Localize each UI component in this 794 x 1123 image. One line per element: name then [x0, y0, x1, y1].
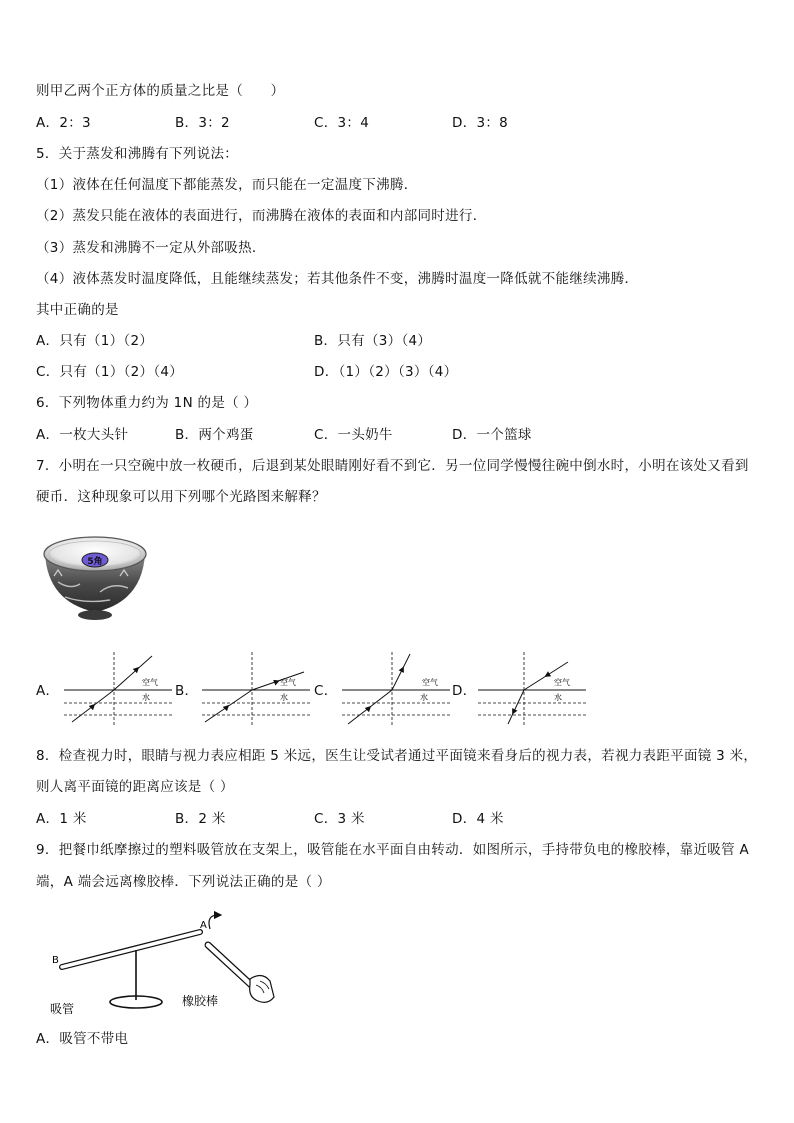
q7-option-b-letter: B．	[175, 683, 199, 699]
label-end-a: A	[200, 920, 207, 931]
q5-option-a: A．只有（1）（2）	[36, 333, 154, 349]
q6-option-a: A．一枚大头针	[36, 427, 129, 443]
q8-option-d: D．4 米	[452, 811, 504, 827]
q5-prompt: 其中正确的是	[36, 302, 119, 318]
q4-option-d: D．3：8	[452, 115, 509, 131]
q5-option-b: B．只有（3）（4）	[314, 333, 432, 349]
q4-option-b: B．3：2	[175, 115, 230, 131]
q4-option-a: A．2：3	[36, 115, 91, 131]
q7-option-a-letter: A．	[36, 683, 60, 699]
q7-option-d-letter: D．	[452, 683, 477, 699]
coin-label: 5角	[87, 557, 103, 567]
q4-stem: 则甲乙两个正方体的质量之比是（ ）	[36, 83, 285, 99]
q5-statement-3: （3）蒸发和沸腾不一定从外部吸热．	[36, 240, 266, 256]
q7-stem-line1: 7．小明在一只空碗中放一枚硬币，后退到某处眼睛刚好看不到它．另一位同学慢慢往碗中倒水时，小明在该处又看到	[36, 458, 749, 474]
q8-option-c: C．3 米	[314, 811, 365, 827]
q8-option-b: B．2 米	[175, 811, 226, 827]
q8-stem-line2: 则人离平面镜的距离应该是（ ）	[36, 779, 234, 795]
label-straw: 吸管	[50, 1002, 75, 1016]
water-label-c: 水	[420, 693, 428, 702]
q4-option-c: C．3：4	[314, 115, 370, 131]
air-label-a: 空气	[142, 678, 158, 687]
water-label-b: 水	[280, 693, 288, 702]
q8-stem-line1: 8．检查视力时，眼睛与视力表应相距 5 米远，医生让受试者通过平面镜来看身后的视力表，若视力表距平面镜 3 米，	[36, 748, 758, 764]
q9-stem-line1: 9．把餐巾纸摩擦过的塑料吸管放在支架上，吸管能在水平面自由转动．如图所示，手持带负电的橡胶棒，靠近吸管 A	[36, 842, 750, 858]
straw-rubber-rod-figure	[40, 905, 280, 1025]
air-label-b: 空气	[280, 678, 296, 687]
ray-diagram-b	[200, 650, 312, 728]
bowl-with-coin-image	[40, 532, 150, 624]
q5-statement-4: （4）液体蒸发时温度降低，且能继续蒸发；若其他条件不变，沸腾时温度一降低就不能继续沸腾．	[36, 271, 639, 287]
ray-diagram-d	[476, 650, 588, 728]
q6-option-c: C．一头奶牛	[314, 427, 393, 443]
q6-option-d: D．一个篮球	[452, 427, 532, 443]
q6-option-b: B．两个鸡蛋	[175, 427, 254, 443]
water-label-d: 水	[554, 693, 562, 702]
ray-diagram-a	[62, 650, 174, 728]
q5-option-c: C．只有（1）（2）（4）	[36, 364, 184, 380]
q8-option-a: A．1 米	[36, 811, 87, 827]
q9-stem-line2: 端，A 端会远离橡胶棒．下列说法正确的是（ ）	[36, 874, 331, 890]
q5-option-d: D．（1）（2）（3）（4）	[314, 364, 458, 380]
q5-statement-1: （1）液体在任何温度下都能蒸发，而只能在一定温度下沸腾．	[36, 177, 418, 193]
q5-statement-2: （2）蒸发只能在液体的表面进行，而沸腾在液体的表面和内部同时进行．	[36, 208, 487, 224]
q7-stem-line2: 硬币．这种现象可以用下列哪个光路图来解释？	[36, 489, 326, 505]
air-label-c: 空气	[422, 678, 438, 687]
q9-option-a: A．吸管不带电	[36, 1031, 129, 1047]
q7-option-c-letter: C．	[314, 683, 338, 699]
water-label-a: 水	[142, 693, 150, 702]
label-rubber-rod: 橡胶棒	[182, 994, 219, 1008]
air-label-d: 空气	[554, 678, 570, 687]
label-end-b: B	[52, 955, 59, 966]
ray-diagram-c	[340, 650, 452, 728]
q6-stem: 6．下列物体重力约为 1N 的是（ ）	[36, 395, 258, 411]
q5-stem: 5．关于蒸发和沸腾有下列说法：	[36, 146, 239, 162]
